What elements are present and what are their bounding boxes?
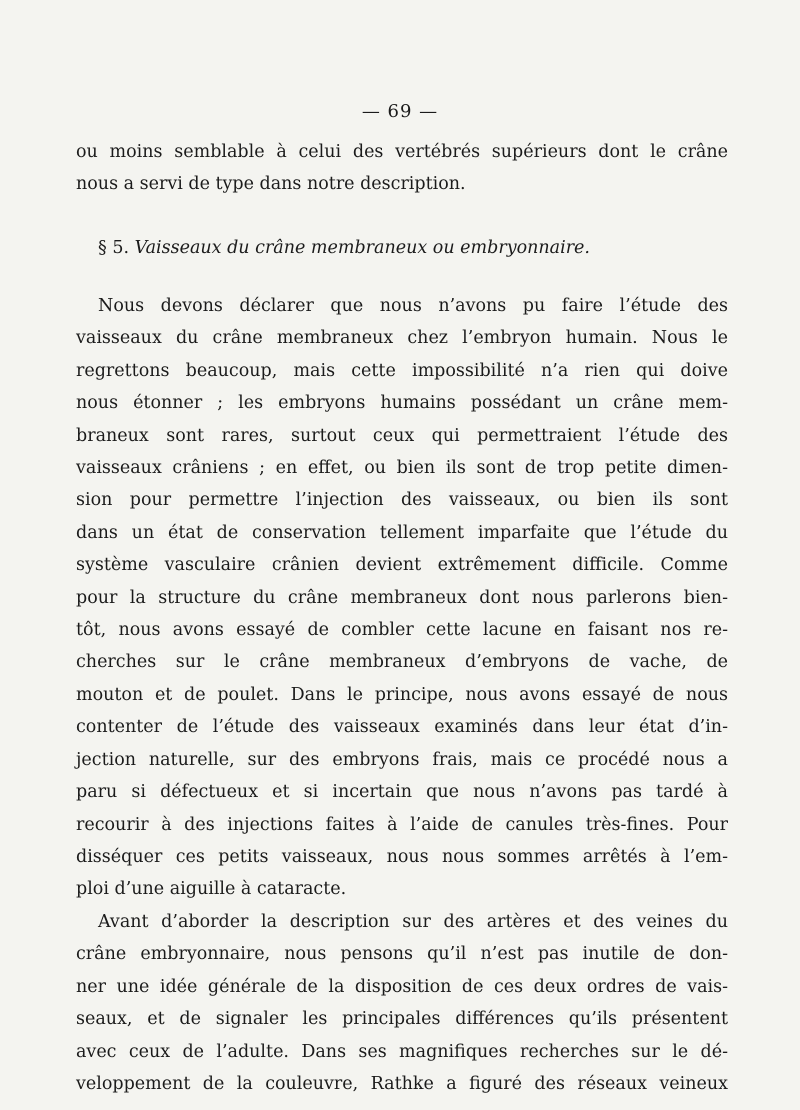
text-line: ploi d’une aiguille à cataracte. <box>76 879 347 900</box>
text-line: braneux sont rares, surtout ceux qui permettraient l’étude des <box>76 425 728 446</box>
paragraph-2 <box>76 906 728 1100</box>
text-line: regrettons beaucoup, mais cette impossibilité n’a rien qui doive <box>76 360 728 381</box>
text-line: pour la structure du crâne membraneux dont nous parlerons bien- <box>76 587 728 608</box>
text-line: disséquer ces petits vaisseaux, nous nous sommes arrêtés à l’em- <box>76 846 728 867</box>
text-line: crâne embryonnaire, nous pensons qu’il n’est pas inutile de don- <box>76 944 728 965</box>
text-line: avec ceux de l’adulte. Dans ses magnifiques recherches sur le dé- <box>76 1041 728 1062</box>
page-number: — 69 — <box>361 101 439 122</box>
text-line: vaisseaux du crâne membraneux chez l’embryon humain. Nous le <box>76 328 728 349</box>
text-line: système vasculaire crânien devient extrêmement difficile. Comme <box>76 555 728 576</box>
section-number: § 5. <box>98 238 130 258</box>
text-line: sion pour permettre l’injection des vaisseaux, ou bien ils sont <box>76 490 728 511</box>
text-line: jection naturelle, sur des embryons frais, mais ce procédé nous a <box>76 749 728 770</box>
text-line: cherches sur le crâne membraneux d’embryons de vache, de <box>76 652 728 673</box>
section-title: Vaisseaux du crâne membraneux ou embryonnaire. <box>134 238 590 258</box>
opening-text <box>76 136 728 201</box>
text-line: seaux, et de signaler les principales différences qu’ils présentent <box>76 1009 728 1030</box>
text-line: tôt, nous avons essayé de combler cette lacune en faisant nos re- <box>76 620 728 641</box>
text-line: veloppement de la couleuvre, Rathke a figuré des réseaux veineux <box>76 1074 728 1095</box>
text-line: paru si défectueux et si incertain que nous n’avons pas tardé à <box>76 782 728 803</box>
section-heading <box>98 238 738 258</box>
text-line: Avant d’aborder la description sur des artères et des veines du <box>98 912 728 932</box>
text-line: nous étonner ; les embryons humains possédant un crâne mem- <box>76 393 728 414</box>
text-line: dans un état de conservation tellement imparfaite que l’étude du <box>76 522 728 543</box>
text-line: Nous devons déclarer que nous n’avons pu faire l’étude des <box>98 296 728 316</box>
text-line: contenter de l’étude des vaisseaux examinés dans leur état d’in- <box>76 717 728 738</box>
text-line: vaisseaux crâniens ; en effet, ou bien ils sont de trop petite dimen- <box>76 458 728 479</box>
text-line: ner une idée générale de la disposition de ces deux ordres de vais- <box>76 976 728 997</box>
text-line: ou moins semblable à celui des vertébrés supérieurs dont le crâne <box>76 142 728 162</box>
text-line: recourir à des injections faites à l’aide de canules très-fines. Pour <box>76 814 728 835</box>
text-line: mouton et de poulet. Dans le principe, nous avons essayé de nous <box>76 684 728 705</box>
text-line: nous a servi de type dans notre description. <box>76 174 466 195</box>
paragraph-1 <box>76 290 728 906</box>
